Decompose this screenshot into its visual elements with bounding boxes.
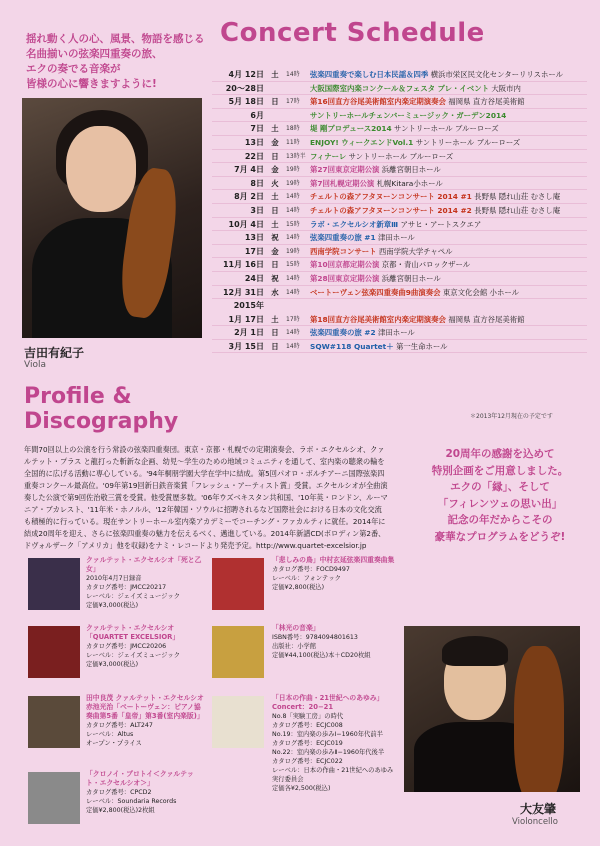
disc-detail: 出版社：小学館	[272, 643, 317, 650]
schedule-title: 第16回直方谷尾美術館室内楽定期演奏会	[310, 97, 446, 107]
schedule-weekday: 祝	[271, 233, 279, 243]
disc-detail: ISBN番号：9784094801613	[272, 634, 358, 641]
schedule-program	[310, 109, 506, 123]
schedule-weekday: 金	[271, 165, 279, 175]
schedule-time: 11時	[286, 138, 300, 146]
schedule-date: 22日	[244, 151, 264, 161]
schedule-date: 10月 4日	[228, 219, 264, 229]
profile-title: Profile & Discography	[24, 384, 179, 434]
disc-item	[86, 694, 204, 748]
schedule-title: ENJOY! ウィークエンドVol.1	[310, 137, 414, 147]
schedule-venue: サントリーホール ブルーローズ	[415, 137, 521, 147]
schedule-date: 13日	[244, 233, 264, 243]
schedule-time: 14時	[286, 342, 300, 350]
schedule-title: 弦楽四重奏の旅 #2	[310, 328, 376, 338]
schedule-program	[310, 190, 560, 204]
schedule-program	[310, 258, 470, 272]
schedule-program	[310, 340, 448, 354]
performer2-instrument: Violoncello	[512, 817, 558, 827]
schedule-time: 14時	[286, 71, 300, 78]
disc-title: 田中良茂 クァルテット・エクセルシオ 赤池光治「ベートーヴェン：ピアノ協奏曲第5番「皇帝」第3番(室内楽版)」	[86, 694, 204, 720]
schedule-row	[212, 218, 587, 232]
schedule-program	[310, 204, 560, 218]
performer2-name: 大友肇	[520, 802, 557, 816]
schedule-title: サントリーホールチェンバーミュージック・ガーデン2014	[310, 110, 507, 120]
album-cover	[28, 696, 80, 748]
disc-detail: カタログ番号：JMCC20217	[86, 584, 167, 591]
disc-detail: カタログ番号：JMCC20206	[86, 643, 167, 650]
schedule-note: ＊2013年12月現在の予定です	[470, 413, 553, 420]
schedule-time: 14時	[286, 193, 300, 201]
schedule-weekday: 日	[271, 97, 279, 107]
schedule-row	[212, 190, 587, 204]
schedule-program	[310, 177, 443, 191]
disc-detail: カタログ番号：ECJC019	[272, 740, 343, 747]
disc-detail: レーベル：ジェイズミュージック	[86, 593, 181, 600]
schedule-time: 17時	[286, 98, 300, 106]
disc-detail: カタログ番号：CPCD2	[86, 789, 152, 796]
schedule-date: 3月 15日	[228, 341, 264, 351]
schedule-venue: 東京文化会館 小ホール	[442, 287, 519, 297]
schedule-weekday: 日	[271, 260, 279, 270]
schedule-program	[310, 68, 563, 82]
schedule-venue: 横浜市栄区民文化センターリリスホール	[430, 70, 564, 79]
schedule-row	[212, 313, 587, 327]
schedule-venue: アサヒ・アートスクエア	[400, 219, 482, 229]
schedule-row	[212, 163, 587, 177]
schedule-title: SQW#118 Quartet＋	[310, 341, 394, 351]
schedule-venue: サントリーホール ブルーローズ	[348, 151, 454, 161]
schedule-time: 14時	[286, 206, 300, 214]
schedule-row	[212, 272, 587, 286]
schedule-title: ラボ・エクセルシオ新章Ⅲ	[310, 219, 399, 229]
schedule-title: 第28回東京定期公演	[310, 273, 380, 283]
schedule-time: 17時	[286, 315, 300, 323]
performer1-instrument: Viola	[24, 360, 46, 370]
schedule-row	[212, 95, 587, 109]
disc-detail: カタログ番号：FOCD9497	[272, 566, 350, 573]
disc-detail: 2010年4月7日録音	[86, 575, 142, 582]
schedule-date: 24日	[244, 273, 264, 283]
schedule-row	[212, 299, 587, 313]
schedule-date: 6月	[250, 110, 264, 120]
schedule-title: 堤 剛プロデュース2014	[310, 124, 392, 134]
album-cover	[28, 626, 80, 678]
schedule-row	[212, 136, 587, 150]
performer1-name: 吉田有紀子	[24, 346, 85, 360]
schedule-weekday: 祝	[271, 273, 279, 283]
cello-player-photo	[404, 626, 580, 792]
disc-item	[86, 770, 204, 815]
disc-item	[86, 556, 204, 610]
schedule-weekday: 土	[271, 124, 279, 134]
schedule-program	[310, 326, 415, 340]
schedule-time: 13時半	[286, 152, 306, 160]
schedule-row	[212, 245, 587, 259]
schedule-title: 西南学院コンサート	[310, 246, 377, 256]
schedule-venue: 浜離宮朝日ホール	[381, 273, 441, 283]
schedule-title: 第27回東京定期公演	[310, 165, 380, 175]
schedule-venue: 札幌Kitara小ホール	[376, 178, 443, 188]
schedule-row	[212, 326, 587, 340]
schedule-weekday: 土	[271, 314, 279, 324]
schedule-time: 15時	[286, 220, 300, 228]
schedule-venue: 京都・青山バロックザール	[381, 260, 471, 270]
schedule-weekday: 日	[271, 205, 279, 215]
schedule-date: 5月 18日	[228, 97, 264, 107]
schedule-weekday: 土	[271, 192, 279, 202]
schedule-program	[310, 95, 525, 109]
schedule-title: 第7回札幌定期公演	[310, 178, 375, 188]
schedule-program	[310, 231, 415, 245]
disc-title: クァルテット・エクセルシオ「死と乙女」	[86, 556, 202, 573]
schedule-time: 19時	[286, 166, 300, 174]
schedule-weekday: 日	[271, 328, 279, 338]
schedule-row	[212, 231, 587, 245]
schedule-weekday: 土	[271, 219, 279, 229]
schedule-weekday: 日	[271, 341, 279, 351]
schedule-time: 15時	[286, 261, 300, 269]
schedule-program	[310, 272, 441, 286]
schedule-title: チェルトの森アフタヌーンコンサート 2014 #1	[310, 192, 472, 202]
schedule-program	[310, 150, 453, 164]
schedule-venue: 第一生命ホール	[395, 341, 448, 351]
schedule-row	[212, 82, 587, 96]
schedule-date: 8日	[250, 178, 264, 188]
disc-title: 「クロノイ・プロトイ＜クァルテット・エクセルシオ＞」	[86, 770, 194, 787]
schedule-title: 弦楽四重奏で楽しむ日本民謡＆四季	[310, 70, 429, 79]
schedule-time: 14時	[286, 234, 300, 242]
schedule-venue: 福岡県 直方谷尾美術館	[448, 314, 525, 324]
disc-title: 「悲しみの鳥」中村玄延弦楽四重奏曲集	[272, 556, 395, 564]
disc-detail: No.19：室内楽の歩みⅠ−1960年代前半	[272, 731, 383, 738]
profile-text: 年間70回以上の公演を行う常設の弦楽四重奏団。東京・京都・札幌での定期演奏会、ラボ・エクセルシオ、クァルテット・プラス と龍打った斬新な企画、幼児〜学生のための地域コミュニティを通して、室内楽の聴衆の輪を全国的に広げる活動に専心している。'94年桐朋学園大学在学中に結成。第5回パオロ・ボルチアーニ国際弦楽四重奏コンクール最高位。'09年第19回新日鉄音楽賞「フレッシュ・アーティスト賞」受賞。エクセルシオが全曲演奏した公演で第9回佐治敬三賞を受賞。他受賞歴多数。'06年ウズベキスタン共和国、'10年英・ロンドン、ルーマニア・ブカレスト、'11年米・ホノルル、'12年韓国・ソウルに招聘されるなど国際社会における日本の文化交流も積極的に行っている。現在サントリーホール室内楽アカデミーでコーチング・ファカルティに就任。2014年に結成20周年を迎え、さらに弦楽四重奏の魅力を伝えるべく、邁進している。2014年新譜CD(ボロディン第2番、ドヴォルザーク「アメリカ」他を収録)をナミ・レコードより発売予定。http://www.quartet-excelsior.jp	[24, 445, 388, 550]
schedule-date: 1月 17日	[228, 314, 264, 324]
disc-detail: No.8「実験工房」の時代	[272, 713, 344, 720]
disc-item	[272, 624, 397, 660]
schedule-venue: 長野県 隠れ山荘 むさし庵	[474, 192, 561, 202]
schedule-weekday: 金	[271, 137, 279, 147]
disc-detail: オープン・プライス	[86, 740, 142, 747]
schedule-weekday: 水	[271, 287, 279, 297]
schedule-row	[212, 258, 587, 272]
schedule-row	[212, 122, 587, 136]
schedule-time: 19時	[286, 179, 300, 187]
schedule-title: 弦楽四重奏の旅 #1	[310, 233, 376, 243]
schedule-venue: 浜離宮朝日ホール	[381, 165, 441, 175]
anniversary-message: 20周年の感謝を込めて 特別企画をご用意しました。 エクの「縁」、そして 「フィレンツェの思い出」 記念の年だからこその 豪華なプログラムをどうぞ!	[431, 448, 569, 543]
schedule-weekday: 日	[271, 151, 279, 161]
schedule-row	[212, 177, 587, 191]
disc-title: クァルテット・エクセルシオ「QUARTET EXCELSIOR」	[86, 624, 180, 641]
disc-detail: カタログ番号：ECJC008	[272, 722, 343, 729]
album-cover	[212, 558, 264, 610]
schedule-time: 14時	[286, 288, 300, 296]
schedule-title: ベートーヴェン弦楽四重奏曲9曲演奏会	[310, 287, 441, 297]
schedule-row	[212, 150, 587, 164]
schedule-date: 2015年	[233, 301, 264, 311]
schedule-venue: 津田ホール	[378, 233, 415, 243]
schedule-program	[310, 82, 521, 96]
disc-detail: カタログ番号：ALT247	[86, 722, 153, 729]
schedule-row	[212, 68, 587, 82]
schedule-date: 20〜28日	[225, 83, 264, 93]
schedule-program	[310, 245, 453, 259]
schedule-weekday: 金	[271, 246, 279, 256]
album-cover	[28, 558, 80, 610]
schedule-title: 第10回京都定期公演	[310, 260, 380, 270]
schedule-venue: 大阪市内	[491, 83, 521, 93]
album-cover	[28, 772, 80, 824]
disc-detail: 定価¥3,000(税込)	[86, 602, 139, 609]
schedule-venue: サントリーホール ブルーローズ	[394, 124, 499, 134]
schedule-program	[310, 313, 525, 327]
disc-detail: 定価各¥2,500(税込)	[272, 785, 331, 792]
schedule-date: 13日	[244, 137, 264, 147]
schedule-time: 19時	[286, 247, 300, 255]
disc-detail: 定価¥44,100(税込)本＋CD20枚組	[272, 652, 371, 659]
schedule-venue: 西南学院大学チャペル	[378, 246, 453, 256]
disc-item	[272, 556, 397, 592]
schedule-date: 12月 31日	[222, 287, 264, 297]
schedule-date: 11月 16日	[222, 260, 264, 270]
schedule-program	[310, 218, 481, 232]
schedule-title: 第18回直方谷尾美術館室内楽定期演奏会	[310, 314, 446, 324]
schedule-program	[310, 122, 499, 136]
schedule-time: 18時	[286, 125, 300, 133]
disc-title: 「林光の音楽」	[272, 624, 320, 632]
viola-player-photo	[22, 98, 202, 338]
schedule-date: 2月 1日	[234, 328, 264, 338]
schedule-title: チェルトの森アフタヌーンコンサート 2014 #2	[310, 205, 472, 215]
schedule-title: 大阪国際室内楽コンクール＆フェスタ プレ・イベント	[310, 83, 489, 93]
schedule-date: 7日	[250, 124, 264, 134]
schedule-date: 3日	[250, 205, 264, 215]
schedule-weekday: 土	[271, 70, 279, 79]
schedule-row	[212, 109, 587, 123]
schedule-time: 14時	[286, 274, 300, 282]
schedule-date: 7月 4日	[234, 165, 264, 175]
disc-detail: レーベル：日本の作曲・21世紀へのあゆみ実行委員会	[272, 767, 394, 783]
schedule-row	[212, 286, 587, 300]
disc-item	[86, 624, 204, 669]
schedule-date: 4月 12日	[228, 70, 264, 79]
schedule-venue: 津田ホール	[378, 328, 415, 338]
schedule-venue: 長野県 隠れ山荘 むさし庵	[474, 205, 561, 215]
schedule-time: 14時	[286, 329, 300, 337]
disc-detail: レーベル：Soundaria Records	[86, 798, 177, 805]
schedule-date: 8月 2日	[234, 192, 264, 202]
disc-detail: レーベル：Altus	[86, 731, 134, 738]
disc-title: 「日本の作曲・21世紀へのあゆみ」Concert：20−21	[272, 694, 384, 711]
disc-detail: 定価¥2,800(税込)	[272, 584, 325, 591]
disc-item	[272, 694, 397, 793]
disc-detail: レーベル：ジェイズミュージック	[86, 652, 181, 659]
disc-detail: 定価¥2,800(税込)2枚組	[86, 807, 155, 814]
disc-detail: No.22：室内楽の歩みⅡ−1960年代後半	[272, 749, 385, 756]
schedule-title: フィナーレ	[310, 151, 347, 161]
concert-schedule-title: Concert Schedule	[220, 18, 485, 48]
disc-detail: カタログ番号：ECJC022	[272, 758, 343, 765]
schedule-date: 17日	[244, 246, 264, 256]
schedule-program	[310, 163, 441, 177]
schedule-program	[310, 136, 520, 150]
schedule-row	[212, 204, 587, 218]
album-cover	[212, 626, 264, 678]
disc-detail: 定価¥3,000(税込)	[86, 661, 139, 668]
disc-detail: レーベル：フォンテック	[272, 575, 341, 582]
schedule-row	[212, 340, 587, 354]
schedule-weekday: 火	[271, 178, 279, 188]
schedule-program	[310, 286, 519, 300]
intro-text: 揺れ動く人の心、風景、物語を感じる 名曲揃いの弦楽四重奏の旅、 エクの奏でる音楽が 皆様の心に響きますように!	[26, 33, 205, 90]
schedule-venue: 福岡県 直方谷尾美術館	[448, 97, 525, 107]
album-cover	[212, 696, 264, 748]
schedule-table	[212, 68, 587, 353]
